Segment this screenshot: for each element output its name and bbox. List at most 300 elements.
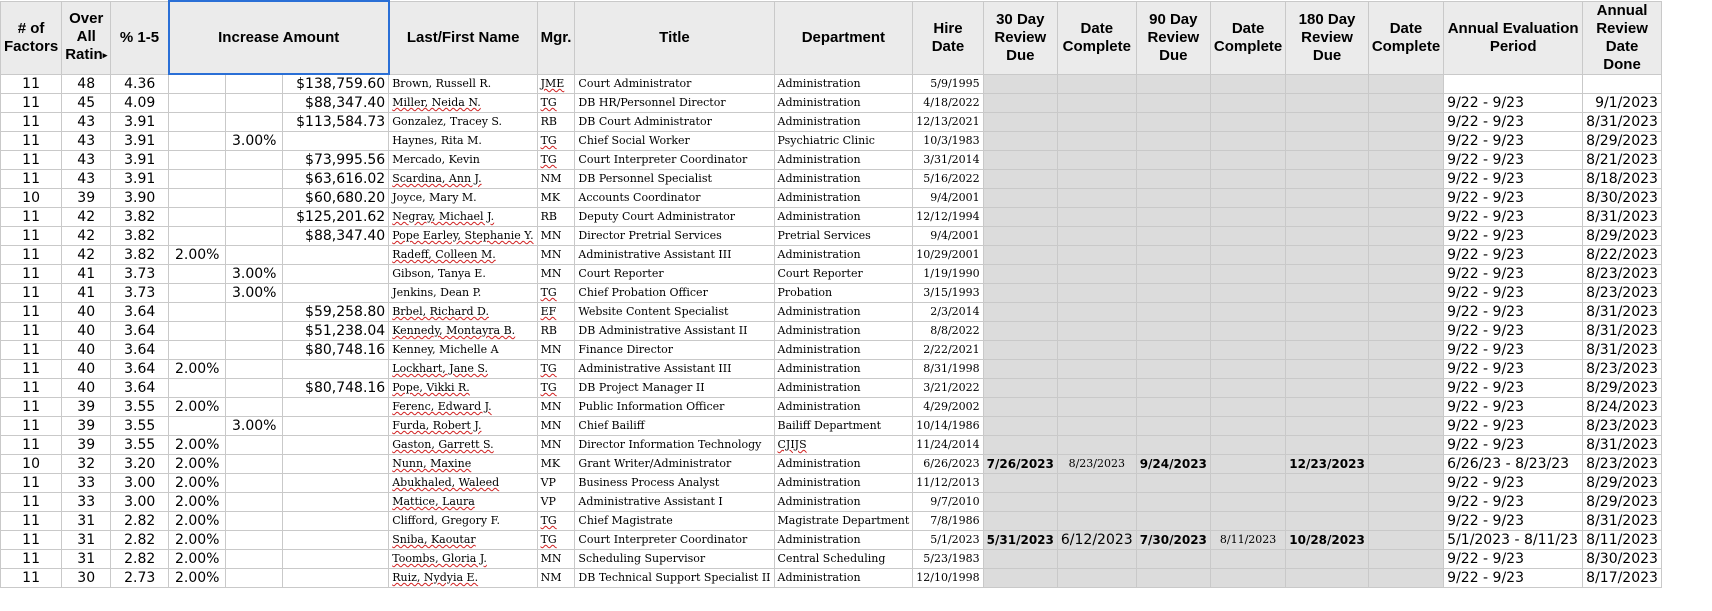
cell-date-complete-3[interactable] [1368,530,1443,549]
cell-annual-period[interactable] [1444,473,1583,492]
cell-30-day-due[interactable] [983,568,1057,587]
cell-factors[interactable] [1,359,62,378]
cell-90-day-due[interactable] [1136,511,1210,530]
cell-annual-done[interactable] [1583,283,1662,302]
cell-name[interactable] [389,549,537,568]
cell-pct[interactable] [111,492,169,511]
cell-title[interactable] [575,416,774,435]
cell-increase-pct-b[interactable] [226,378,283,397]
cell-annual-period[interactable] [1444,340,1583,359]
cell-annual-period[interactable] [1444,359,1583,378]
cell-factors[interactable] [1,188,62,207]
cell-date-complete-1[interactable] [1057,435,1136,454]
cell-annual-done[interactable] [1583,397,1662,416]
cell-date-complete-3[interactable] [1368,378,1443,397]
cell-date-complete-2[interactable] [1210,283,1285,302]
cell-30-day-due[interactable] [983,492,1057,511]
cell-increase-pct-b[interactable] [226,112,283,131]
cell-increase-pct-b[interactable] [226,150,283,169]
cell-overall[interactable] [62,245,111,264]
cell-date-complete-1[interactable] [1057,321,1136,340]
cell-hire-date[interactable] [913,321,983,340]
cell-date-complete-3[interactable] [1368,207,1443,226]
cell-annual-done[interactable] [1583,473,1662,492]
cell-30-day-due[interactable] [983,340,1057,359]
cell-30-day-due[interactable] [983,511,1057,530]
cell-annual-done[interactable] [1583,226,1662,245]
cell-department[interactable] [774,264,913,283]
cell-increase-pct-a[interactable] [169,302,226,321]
cell-factors[interactable] [1,340,62,359]
cell-date-complete-2[interactable] [1210,435,1285,454]
cell-180-day-due[interactable] [1286,473,1369,492]
cell-annual-period[interactable] [1444,454,1583,473]
cell-hire-date[interactable] [913,169,983,188]
cell-amount[interactable] [283,188,389,207]
cell-name[interactable] [389,264,537,283]
cell-department[interactable] [774,207,913,226]
cell-name[interactable] [389,492,537,511]
cell-hire-date[interactable] [913,359,983,378]
cell-increase-pct-a[interactable] [169,283,226,302]
cell-name[interactable] [389,530,537,549]
cell-date-complete-2[interactable] [1210,207,1285,226]
cell-date-complete-1[interactable] [1057,473,1136,492]
cell-date-complete-3[interactable] [1368,226,1443,245]
cell-increase-pct-a[interactable] [169,131,226,150]
cell-hire-date[interactable] [913,568,983,587]
cell-amount[interactable] [283,473,389,492]
cell-180-day-due[interactable] [1286,74,1369,93]
cell-annual-done[interactable] [1583,454,1662,473]
cell-30-day-due[interactable] [983,112,1057,131]
cell-hire-date[interactable] [913,264,983,283]
header-mgr[interactable]: Mgr. [537,1,575,74]
cell-amount[interactable] [283,340,389,359]
cell-pct[interactable] [111,568,169,587]
cell-increase-pct-b[interactable] [226,188,283,207]
cell-overall[interactable] [62,340,111,359]
cell-amount[interactable] [283,549,389,568]
cell-title[interactable] [575,321,774,340]
cell-annual-done[interactable] [1583,378,1662,397]
cell-amount[interactable] [283,511,389,530]
cell-hire-date[interactable] [913,245,983,264]
cell-amount[interactable] [283,93,389,112]
cell-increase-pct-b[interactable] [226,302,283,321]
cell-annual-done[interactable] [1583,131,1662,150]
cell-90-day-due[interactable] [1136,131,1210,150]
cell-annual-done[interactable] [1583,492,1662,511]
cell-overall[interactable] [62,435,111,454]
cell-amount[interactable] [283,321,389,340]
cell-increase-pct-b[interactable] [226,245,283,264]
cell-increase-pct-b[interactable] [226,435,283,454]
cell-date-complete-2[interactable] [1210,131,1285,150]
cell-increase-pct-b[interactable] [226,207,283,226]
cell-annual-period[interactable] [1444,530,1583,549]
cell-date-complete-2[interactable] [1210,226,1285,245]
cell-hire-date[interactable] [913,131,983,150]
cell-overall[interactable] [62,226,111,245]
cell-pct[interactable] [111,473,169,492]
cell-title[interactable] [575,93,774,112]
cell-title[interactable] [575,511,774,530]
cell-department[interactable] [774,93,913,112]
cell-increase-pct-b[interactable] [226,568,283,587]
cell-title[interactable] [575,473,774,492]
cell-name[interactable] [389,188,537,207]
cell-90-day-due[interactable] [1136,93,1210,112]
cell-30-day-due[interactable] [983,378,1057,397]
cell-increase-pct-b[interactable] [226,530,283,549]
cell-increase-pct-a[interactable] [169,416,226,435]
cell-increase-pct-b[interactable] [226,416,283,435]
cell-date-complete-2[interactable] [1210,492,1285,511]
cell-date-complete-2[interactable] [1210,264,1285,283]
cell-date-complete-1[interactable] [1057,188,1136,207]
cell-title[interactable] [575,74,774,93]
header-department[interactable]: Department [774,1,913,74]
cell-amount[interactable] [283,226,389,245]
cell-90-day-due[interactable] [1136,378,1210,397]
header-30-day-review[interactable]: 30 Day Review Due [983,1,1057,74]
table-row[interactable] [1,378,1662,397]
cell-date-complete-3[interactable] [1368,397,1443,416]
cell-overall[interactable] [62,302,111,321]
cell-90-day-due[interactable] [1136,321,1210,340]
cell-pct[interactable] [111,397,169,416]
cell-mgr[interactable] [537,264,575,283]
cell-date-complete-3[interactable] [1368,416,1443,435]
cell-factors[interactable] [1,511,62,530]
cell-annual-period[interactable] [1444,283,1583,302]
cell-date-complete-2[interactable] [1210,302,1285,321]
cell-date-complete-1[interactable] [1057,226,1136,245]
cell-date-complete-3[interactable] [1368,302,1443,321]
cell-department[interactable] [774,568,913,587]
cell-annual-period[interactable] [1444,112,1583,131]
cell-increase-pct-a[interactable] [169,378,226,397]
cell-date-complete-3[interactable] [1368,568,1443,587]
cell-name[interactable] [389,226,537,245]
cell-title[interactable] [575,131,774,150]
cell-department[interactable] [774,397,913,416]
cell-180-day-due[interactable] [1286,397,1369,416]
table-row[interactable] [1,454,1662,473]
cell-hire-date[interactable] [913,74,983,93]
cell-overall[interactable] [62,169,111,188]
cell-amount[interactable] [283,397,389,416]
cell-annual-done[interactable] [1583,435,1662,454]
cell-overall[interactable] [62,264,111,283]
cell-180-day-due[interactable] [1286,188,1369,207]
cell-title[interactable] [575,188,774,207]
table-row[interactable] [1,302,1662,321]
cell-mgr[interactable] [537,283,575,302]
cell-90-day-due[interactable] [1136,359,1210,378]
cell-mgr[interactable] [537,93,575,112]
cell-annual-done[interactable] [1583,302,1662,321]
cell-date-complete-1[interactable] [1057,131,1136,150]
cell-mgr[interactable] [537,549,575,568]
cell-180-day-due[interactable] [1286,530,1369,549]
cell-annual-done[interactable] [1583,511,1662,530]
cell-pct[interactable] [111,207,169,226]
cell-90-day-due[interactable] [1136,492,1210,511]
cell-annual-done[interactable] [1583,568,1662,587]
cell-date-complete-1[interactable] [1057,397,1136,416]
cell-amount[interactable] [283,283,389,302]
cell-mgr[interactable] [537,435,575,454]
cell-date-complete-1[interactable] [1057,454,1136,473]
table-row[interactable] [1,568,1662,587]
cell-overall[interactable] [62,131,111,150]
cell-factors[interactable] [1,549,62,568]
cell-180-day-due[interactable] [1286,226,1369,245]
cell-30-day-due[interactable] [983,188,1057,207]
cell-annual-done[interactable] [1583,207,1662,226]
cell-name[interactable] [389,302,537,321]
cell-mgr[interactable] [537,169,575,188]
cell-annual-period[interactable] [1444,321,1583,340]
cell-annual-period[interactable] [1444,74,1583,93]
cell-title[interactable] [575,530,774,549]
cell-annual-done[interactable] [1583,340,1662,359]
table-row[interactable] [1,435,1662,454]
cell-factors[interactable] [1,226,62,245]
cell-annual-done[interactable] [1583,169,1662,188]
cell-date-complete-1[interactable] [1057,340,1136,359]
cell-name[interactable] [389,112,537,131]
cell-annual-period[interactable] [1444,131,1583,150]
table-row[interactable] [1,207,1662,226]
table-row[interactable] [1,416,1662,435]
cell-mgr[interactable] [537,378,575,397]
cell-annual-period[interactable] [1444,93,1583,112]
cell-factors[interactable] [1,112,62,131]
cell-increase-pct-a[interactable] [169,549,226,568]
cell-30-day-due[interactable] [983,131,1057,150]
cell-increase-pct-b[interactable] [226,511,283,530]
cell-increase-pct-b[interactable] [226,131,283,150]
cell-title[interactable] [575,150,774,169]
cell-amount[interactable] [283,264,389,283]
cell-annual-period[interactable] [1444,435,1583,454]
cell-30-day-due[interactable] [983,169,1057,188]
cell-increase-pct-b[interactable] [226,340,283,359]
cell-department[interactable] [774,226,913,245]
cell-date-complete-2[interactable] [1210,150,1285,169]
cell-90-day-due[interactable] [1136,454,1210,473]
cell-title[interactable] [575,264,774,283]
cell-mgr[interactable] [537,568,575,587]
cell-increase-pct-a[interactable] [169,93,226,112]
cell-department[interactable] [774,302,913,321]
cell-pct[interactable] [111,93,169,112]
cell-title[interactable] [575,169,774,188]
cell-pct[interactable] [111,359,169,378]
cell-pct[interactable] [111,283,169,302]
cell-department[interactable] [774,112,913,131]
cell-department[interactable] [774,131,913,150]
cell-increase-pct-b[interactable] [226,169,283,188]
cell-increase-pct-a[interactable] [169,321,226,340]
cell-date-complete-1[interactable] [1057,530,1136,549]
cell-increase-pct-a[interactable] [169,511,226,530]
cell-annual-period[interactable] [1444,416,1583,435]
cell-date-complete-2[interactable] [1210,473,1285,492]
cell-name[interactable] [389,473,537,492]
cell-90-day-due[interactable] [1136,150,1210,169]
cell-date-complete-2[interactable] [1210,530,1285,549]
cell-mgr[interactable] [537,245,575,264]
header-date-complete-3[interactable]: Date Complete [1368,1,1443,74]
cell-date-complete-3[interactable] [1368,511,1443,530]
cell-90-day-due[interactable] [1136,207,1210,226]
cell-title[interactable] [575,302,774,321]
cell-amount[interactable] [283,435,389,454]
cell-amount[interactable] [283,150,389,169]
cell-title[interactable] [575,245,774,264]
cell-amount[interactable] [283,131,389,150]
cell-30-day-due[interactable] [983,93,1057,112]
cell-date-complete-3[interactable] [1368,131,1443,150]
cell-30-day-due[interactable] [983,473,1057,492]
cell-30-day-due[interactable] [983,397,1057,416]
cell-annual-period[interactable] [1444,378,1583,397]
cell-factors[interactable] [1,321,62,340]
cell-date-complete-1[interactable] [1057,207,1136,226]
cell-90-day-due[interactable] [1136,416,1210,435]
cell-annual-period[interactable] [1444,169,1583,188]
cell-title[interactable] [575,549,774,568]
cell-amount[interactable] [283,207,389,226]
cell-hire-date[interactable] [913,207,983,226]
cell-date-complete-3[interactable] [1368,150,1443,169]
cell-180-day-due[interactable] [1286,150,1369,169]
cell-annual-done[interactable] [1583,93,1662,112]
cell-hire-date[interactable] [913,511,983,530]
cell-pct[interactable] [111,321,169,340]
cell-30-day-due[interactable] [983,264,1057,283]
cell-mgr[interactable] [537,131,575,150]
cell-mgr[interactable] [537,188,575,207]
cell-mgr[interactable] [537,359,575,378]
cell-mgr[interactable] [537,416,575,435]
cell-name[interactable] [389,245,537,264]
cell-overall[interactable] [62,530,111,549]
cell-factors[interactable] [1,454,62,473]
cell-title[interactable] [575,340,774,359]
cell-hire-date[interactable] [913,397,983,416]
cell-increase-pct-a[interactable] [169,568,226,587]
cell-pct[interactable] [111,511,169,530]
cell-30-day-due[interactable] [983,207,1057,226]
cell-overall[interactable] [62,378,111,397]
cell-department[interactable] [774,416,913,435]
cell-department[interactable] [774,321,913,340]
header-overall-rating[interactable] [62,1,111,74]
cell-increase-pct-a[interactable] [169,473,226,492]
cell-name[interactable] [389,150,537,169]
cell-pct[interactable] [111,340,169,359]
cell-date-complete-1[interactable] [1057,511,1136,530]
cell-annual-done[interactable] [1583,359,1662,378]
cell-title[interactable] [575,454,774,473]
cell-overall[interactable] [62,74,111,93]
cell-department[interactable] [774,492,913,511]
cell-department[interactable] [774,435,913,454]
cell-title[interactable] [575,435,774,454]
cell-department[interactable] [774,549,913,568]
cell-annual-period[interactable] [1444,397,1583,416]
cell-date-complete-3[interactable] [1368,112,1443,131]
cell-date-complete-2[interactable] [1210,511,1285,530]
cell-hire-date[interactable] [913,340,983,359]
cell-title[interactable] [575,568,774,587]
cell-annual-done[interactable] [1583,112,1662,131]
cell-90-day-due[interactable] [1136,226,1210,245]
cell-pct[interactable] [111,150,169,169]
cell-increase-pct-b[interactable] [226,473,283,492]
cell-increase-pct-a[interactable] [169,245,226,264]
table-row[interactable] [1,530,1662,549]
cell-increase-pct-b[interactable] [226,492,283,511]
cell-overall[interactable] [62,568,111,587]
cell-pct[interactable] [111,302,169,321]
cell-increase-pct-b[interactable] [226,549,283,568]
cell-hire-date[interactable] [913,188,983,207]
header-factors[interactable]: # of Factors [1,1,62,74]
cell-name[interactable] [389,397,537,416]
table-row[interactable] [1,397,1662,416]
cell-mgr[interactable] [537,397,575,416]
cell-annual-done[interactable] [1583,549,1662,568]
cell-overall[interactable] [62,93,111,112]
cell-annual-done[interactable] [1583,245,1662,264]
cell-180-day-due[interactable] [1286,207,1369,226]
header-date-complete-2[interactable]: Date Complete [1210,1,1285,74]
cell-overall[interactable] [62,473,111,492]
cell-amount[interactable] [283,454,389,473]
header-annual-period[interactable]: Annual Evaluation Period [1444,1,1583,74]
cell-department[interactable] [774,359,913,378]
cell-pct[interactable] [111,530,169,549]
cell-hire-date[interactable] [913,530,983,549]
cell-date-complete-2[interactable] [1210,112,1285,131]
cell-pct[interactable] [111,264,169,283]
cell-180-day-due[interactable] [1286,435,1369,454]
cell-date-complete-3[interactable] [1368,245,1443,264]
cell-name[interactable] [389,207,537,226]
header-date-complete-1[interactable]: Date Complete [1057,1,1136,74]
cell-180-day-due[interactable] [1286,321,1369,340]
cell-increase-pct-b[interactable] [226,359,283,378]
cell-amount[interactable] [283,378,389,397]
cell-180-day-due[interactable] [1286,454,1369,473]
header-increase-amount[interactable]: Increase Amount [169,1,389,74]
cell-pct[interactable] [111,416,169,435]
cell-department[interactable] [774,511,913,530]
cell-department[interactable] [774,283,913,302]
cell-overall[interactable] [62,321,111,340]
cell-90-day-due[interactable] [1136,264,1210,283]
cell-date-complete-1[interactable] [1057,169,1136,188]
cell-name[interactable] [389,169,537,188]
cell-increase-pct-a[interactable] [169,435,226,454]
cell-30-day-due[interactable] [983,321,1057,340]
